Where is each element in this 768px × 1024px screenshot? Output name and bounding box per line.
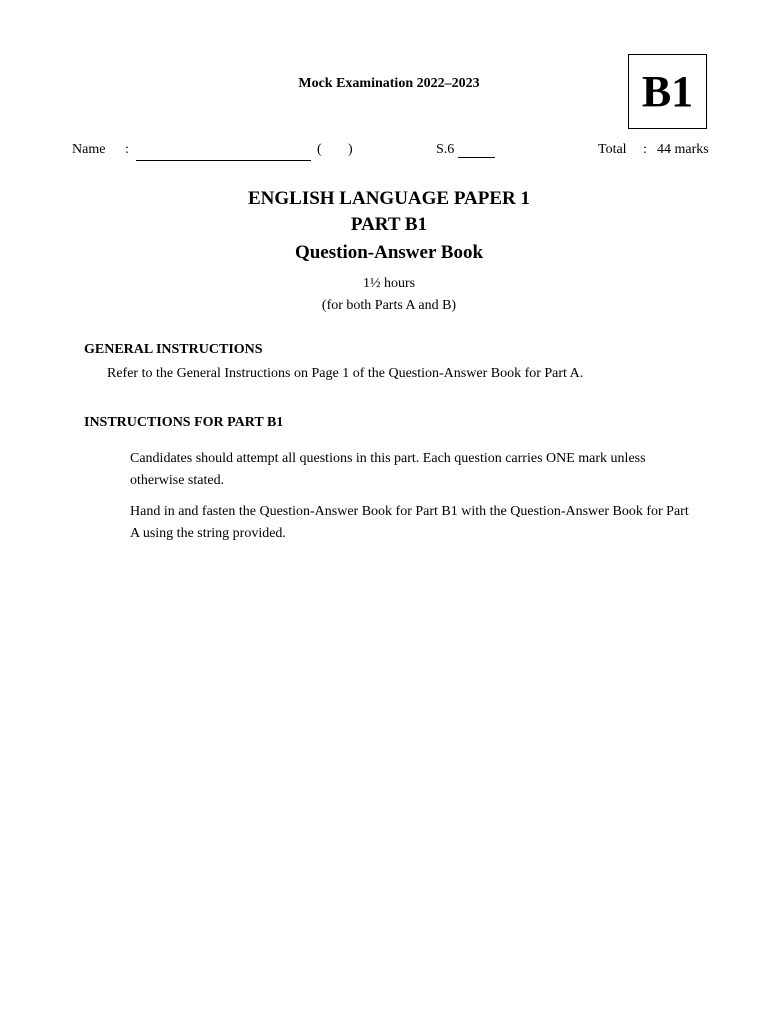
name-label: Name	[72, 142, 106, 157]
total-marks-value: 44 marks	[657, 142, 709, 157]
total-colon: :	[643, 142, 647, 157]
part-title: PART B1	[350, 214, 428, 235]
duration: 1½ hours	[362, 276, 416, 291]
book-title: Question-Answer Book	[294, 242, 484, 263]
paper-code-box: B1	[628, 54, 707, 129]
name-blank-line	[136, 160, 311, 161]
class-number-close-paren: )	[348, 142, 353, 157]
part-b1-instructions-heading: INSTRUCTIONS FOR PART B1	[84, 415, 284, 430]
name-colon: :	[125, 142, 129, 157]
class-number-open-paren: (	[317, 142, 322, 157]
general-instructions-heading: GENERAL INSTRUCTIONS	[84, 342, 263, 357]
duration-note: (for both Parts A and B)	[321, 298, 457, 313]
total-label: Total	[598, 142, 627, 157]
instruction-paragraph: Candidates should attempt all questions in this part. Each question carries ONE mark unless otherwise stated.	[130, 451, 646, 488]
general-instructions-text: Refer to the General Instructions on Page 1 of the Question-Answer Book for Part A.	[107, 366, 584, 381]
class-blank-line	[458, 157, 495, 158]
class-label: S.6	[436, 142, 455, 157]
paper-title: ENGLISH LANGUAGE PAPER 1	[247, 188, 531, 209]
exam-title: Mock Examination 2022–2023	[298, 76, 480, 91]
instruction-paragraph: Hand in and fasten the Question-Answer Book for Part B1 with the Question-Answer Book for Part A using the string provided.	[130, 504, 689, 541]
